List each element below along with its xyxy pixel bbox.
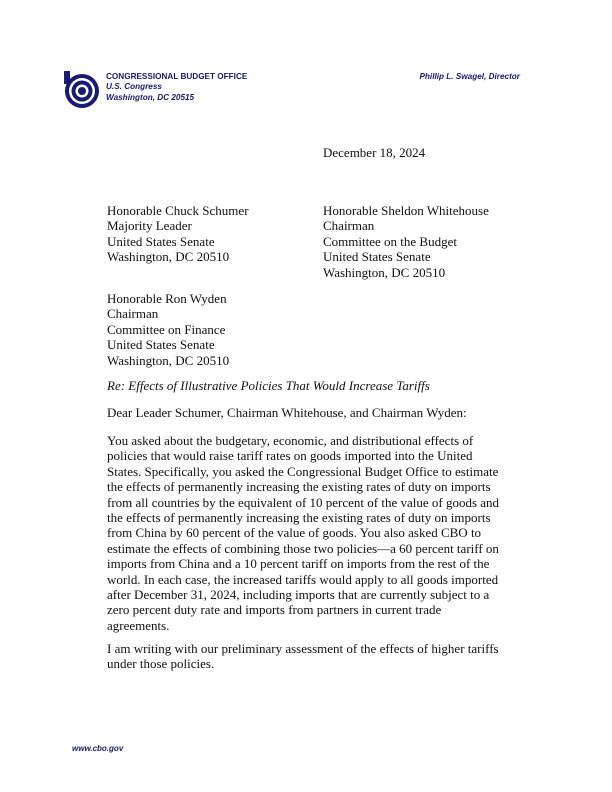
- recipient-line: Honorable Sheldon Whitehouse: [323, 203, 489, 218]
- paragraph-line: States. Specifically, you asked the Congressional Budget Office to estimate: [107, 463, 499, 479]
- recipient-line: Washington, DC 20510: [323, 264, 446, 280]
- recipient-whitehouse: [323, 203, 489, 280]
- salutation: Dear Leader Schumer, Chairman Whitehouse, and Chairman Wyden:: [107, 405, 467, 420]
- recipient-line: Honorable Chuck Schumer: [107, 203, 249, 218]
- recipient-line: Chairman: [107, 306, 159, 322]
- paragraph-line: after December 31, 2024, including imports that are currently subject to a: [107, 587, 490, 603]
- recipient-line: United States Senate: [323, 249, 431, 265]
- paragraph-line: the effects of permanently increasing the existing rates of duty on imports: [107, 510, 491, 526]
- recipient-line: Committee on the Budget: [323, 233, 457, 249]
- org-block: [106, 72, 247, 103]
- recipient-line: Washington, DC 20510: [107, 352, 230, 368]
- recipient-line: Honorable Ron Wyden: [107, 291, 227, 306]
- paragraph-line: agreements.: [107, 617, 170, 633]
- paragraph-line: from China by 60 percent of the value of goods. You also asked CBO to: [107, 525, 482, 541]
- paragraph-line: the effects of permanently increasing the existing rates of duty on imports: [107, 479, 491, 495]
- recipient-schumer: [107, 203, 249, 265]
- recipient-wyden: [107, 291, 229, 368]
- recipient-line: Chairman: [323, 218, 375, 234]
- paragraph-line: imports from China and a 10 percent tariff on imports from the rest of the: [107, 556, 490, 572]
- recipient-line: Washington, DC 20510: [107, 249, 230, 265]
- cbo-logo-icon: [61, 70, 101, 110]
- body-paragraph: [107, 433, 509, 633]
- paragraph-line: policies that would raise tariff rates on goods imported into the United: [107, 448, 473, 464]
- recipient-line: Majority Leader: [107, 218, 192, 234]
- paragraph-line: zero percent duty rate and imports from partners in current trade: [107, 602, 442, 618]
- footer-url-link[interactable]: www.cbo.gov: [72, 744, 124, 753]
- paragraph-line: estimate the effects of combining those two policies—a 60 percent tariff on: [107, 540, 499, 556]
- org-name: CONGRESSIONAL BUDGET OFFICE: [106, 72, 248, 81]
- paragraph-line: world. In each case, the increased tariffs would apply to all goods imported: [107, 571, 499, 587]
- paragraph-line: You asked about the budgetary, economic, and distributional effects of: [107, 433, 474, 448]
- recipient-line: Committee on Finance: [107, 321, 226, 337]
- org-sub: U.S. Congress: [106, 82, 162, 92]
- letter-date: December 18, 2024: [323, 145, 426, 160]
- paragraph-line: from all countries by the equivalent of 10 percent of the value of goods and: [107, 494, 500, 510]
- subject-line: Re: Effects of Illustrative Policies That Would Increase Tariffs: [107, 378, 430, 393]
- recipient-line: United States Senate: [107, 337, 215, 353]
- org-address: Washington, DC 20515: [106, 92, 195, 102]
- director-name: Phillip L. Swagel, Director: [419, 72, 520, 81]
- paragraph-line: I am writing with our preliminary assessment of the effects of higher tariffs: [107, 641, 499, 656]
- body-paragraph: [107, 641, 509, 672]
- paragraph-line: under those policies.: [107, 656, 215, 672]
- recipient-line: United States Senate: [107, 233, 215, 249]
